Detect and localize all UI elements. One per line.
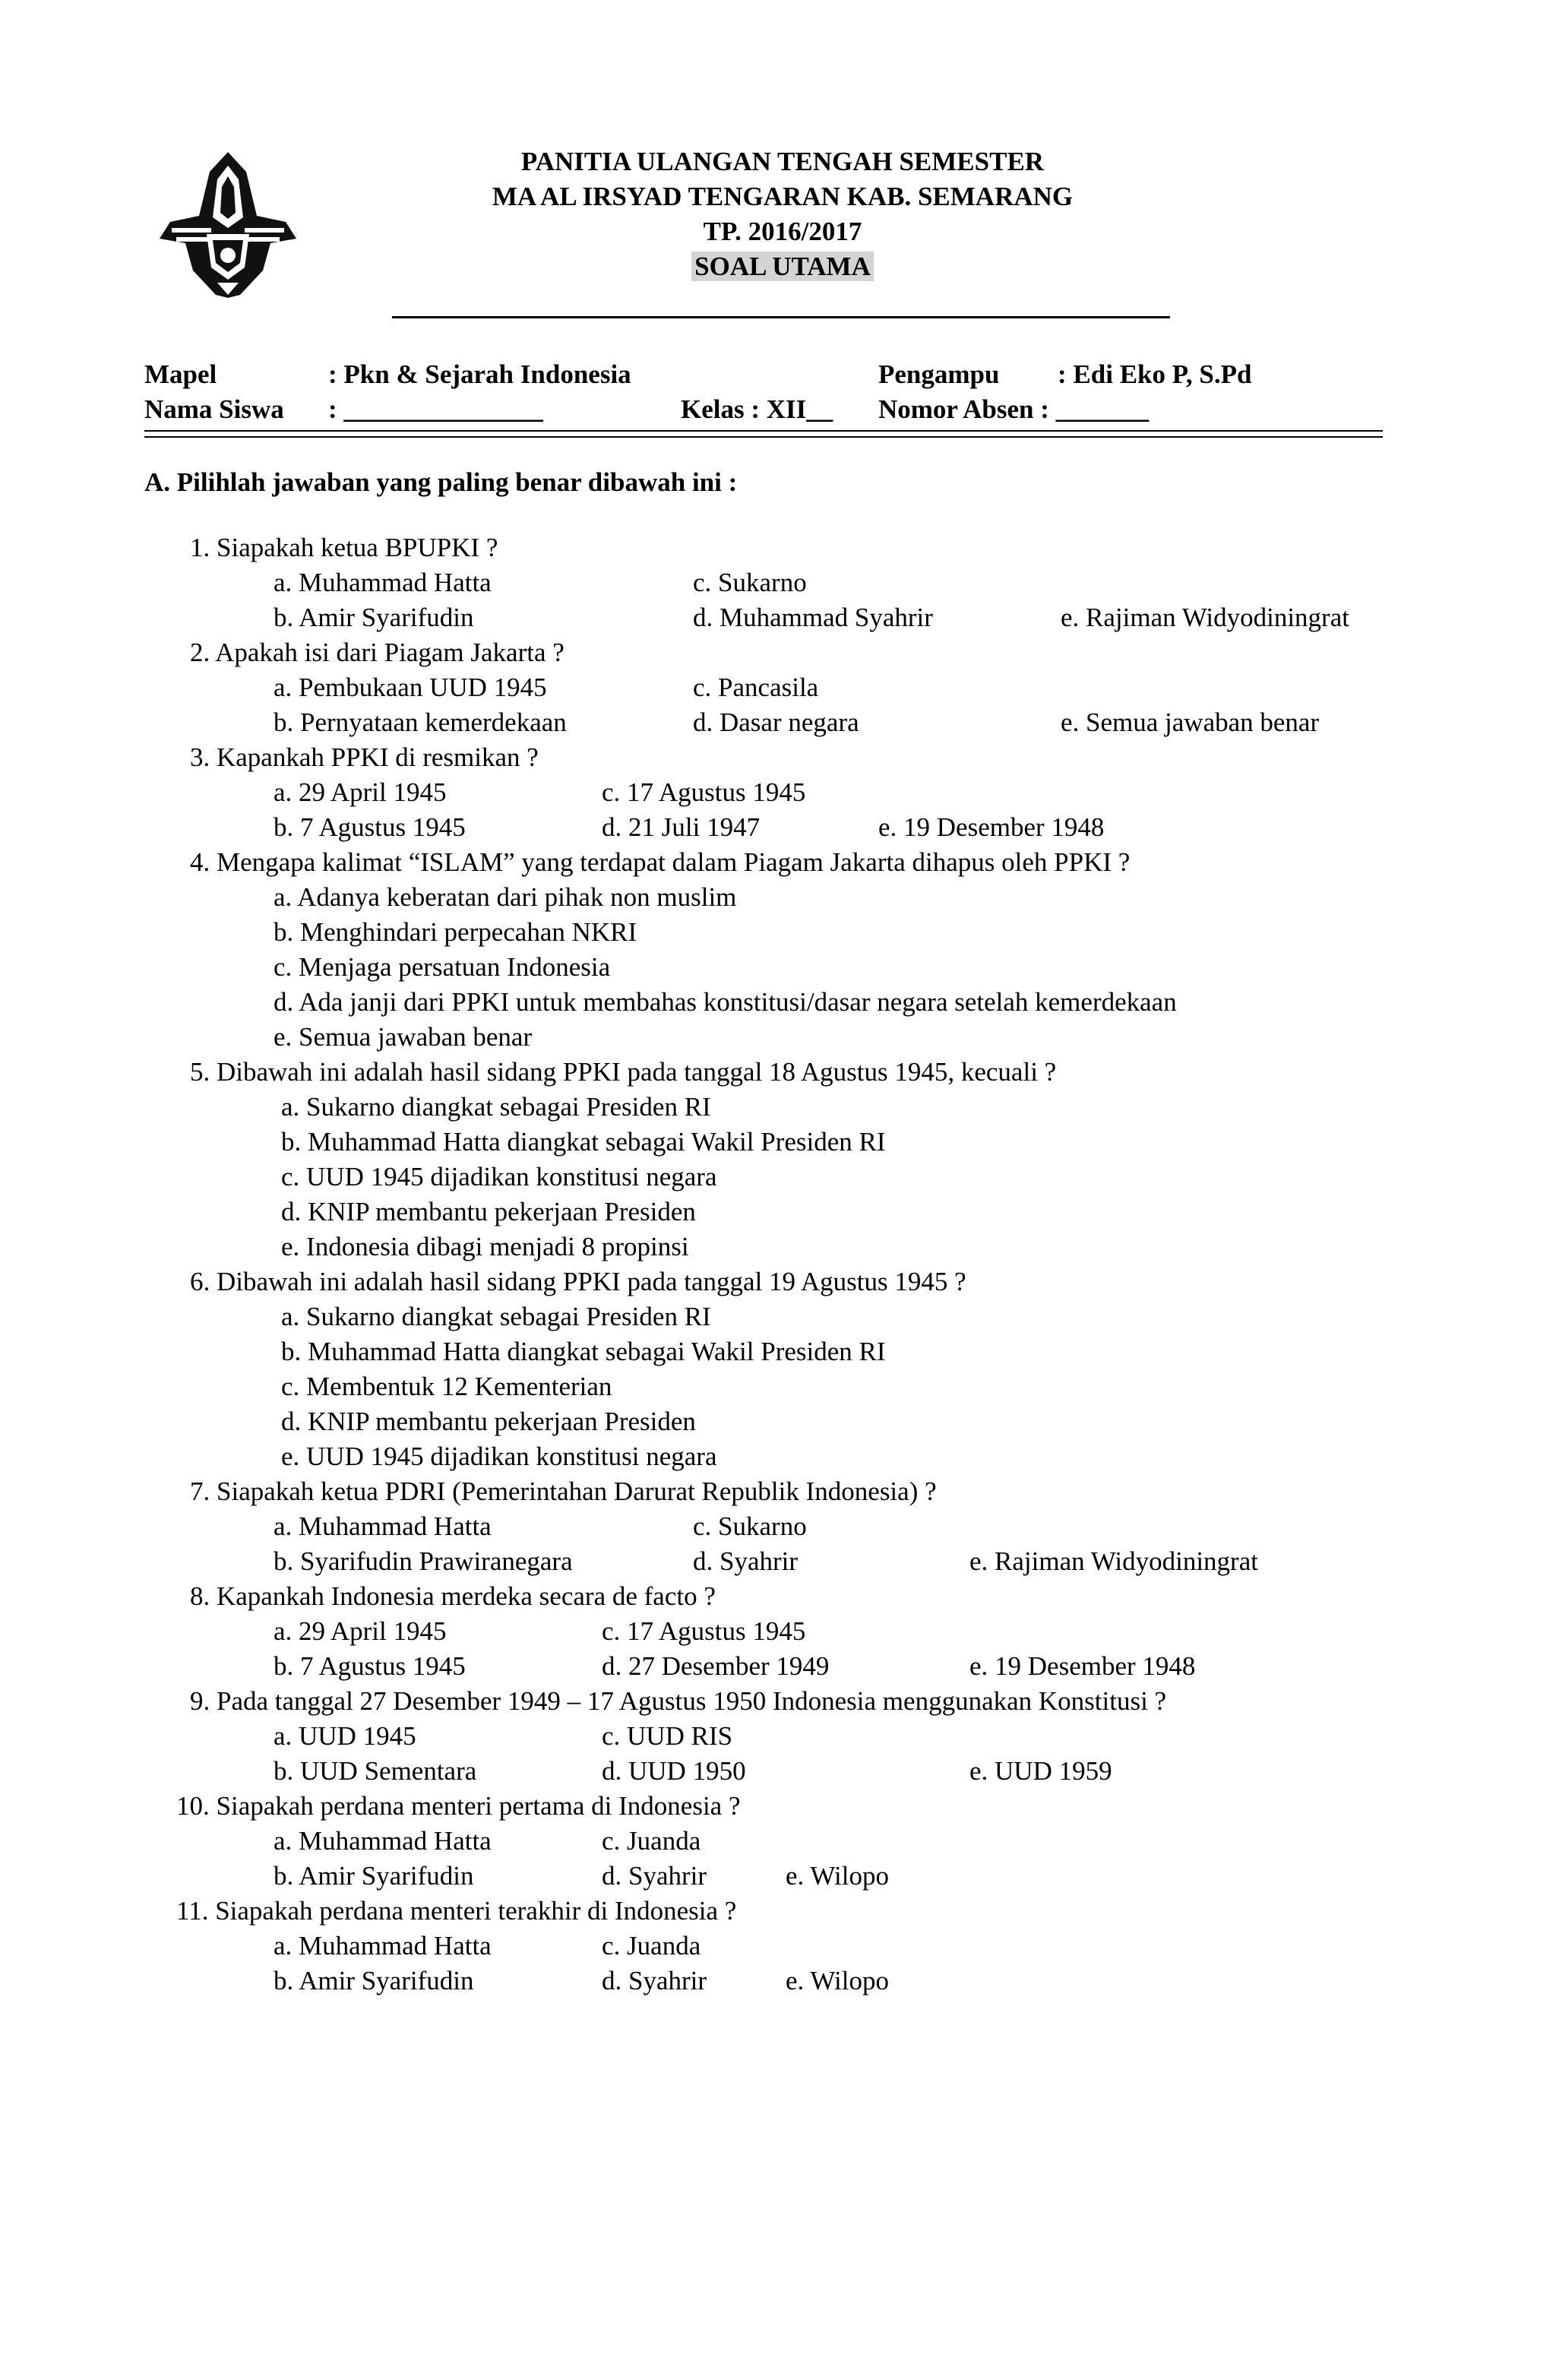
header-line-3: TP. 2016/2017 (703, 217, 862, 246)
soal-utama-badge: SOAL UTAMA (691, 252, 874, 281)
q5-option-e: e. Indonesia dibagi menjadi 8 propinsi (281, 1232, 689, 1261)
q11-option-c: c. Juanda (602, 1931, 701, 1961)
q6-option-a: a. Sukarno diangkat sebagai Presiden RI (281, 1302, 711, 1331)
q8-option-c: c. 17 Agustus 1945 (602, 1616, 806, 1646)
q2-option-a: a. Pembukaan UUD 1945 (274, 673, 547, 702)
q11-option-e: e. Wilopo (786, 1966, 889, 1995)
q1-option-c: c. Sukarno (693, 568, 807, 597)
header-line-1: PANITIA ULANGAN TENGAH SEMESTER (520, 147, 1045, 176)
pengampu-value: : Edi Eko P, S.Pd (1058, 359, 1252, 389)
q2-option-b: b. Pernyataan kemerdekaan (274, 707, 567, 737)
q6-option-e: e. UUD 1945 dijadikan konstitusi negara (281, 1442, 717, 1471)
question-11: 11. Siapakah perdana menteri terakhir di Indonesia ? (176, 1896, 737, 1926)
q5-option-d: d. KNIP membantu pekerjaan Presiden (281, 1197, 696, 1226)
q4-option-a: a. Adanya keberatan dari pihak non muslim (274, 882, 737, 912)
q9-option-c: c. UUD RIS (602, 1721, 733, 1751)
double-divider (144, 430, 1383, 438)
q10-option-e: e. Wilopo (786, 1861, 889, 1891)
school-logo-icon (157, 149, 299, 299)
q6-option-d: d. KNIP membantu pekerjaan Presiden (281, 1407, 696, 1436)
q4-option-e: e. Semua jawaban benar (274, 1022, 533, 1052)
nama-siswa-label: Nama Siswa (144, 394, 284, 424)
q7-option-c: c. Sukarno (693, 1511, 807, 1541)
q7-option-e: e. Rajiman Widyodiningrat (969, 1546, 1258, 1576)
q11-option-a: a. Muhammad Hatta (274, 1931, 492, 1961)
q8-option-e: e. 19 Desember 1948 (969, 1651, 1196, 1681)
question-5: 5. Dibawah ini adalah hasil sidang PPKI pada tanggal 18 Agustus 1945, kecuali ? (190, 1057, 1057, 1087)
question-1: 1. Siapakah ketua BPUPKI ? (190, 533, 498, 562)
header-line-2: MA AL IRSYAD TENGARAN KAB. SEMARANG (492, 182, 1074, 211)
q1-option-a: a. Muhammad Hatta (274, 568, 492, 597)
q3-option-e: e. 19 Desember 1948 (878, 812, 1105, 842)
q3-option-d: d. 21 Juli 1947 (602, 812, 761, 842)
q6-option-b: b. Muhammad Hatta diangkat sebagai Wakil Presiden RI (281, 1337, 886, 1366)
question-2: 2. Apakah isi dari Piagam Jakarta ? (190, 638, 565, 667)
q1-option-e: e. Rajiman Widyodiningrat (1061, 603, 1349, 632)
q10-option-b: b. Amir Syarifudin (274, 1861, 474, 1891)
question-10: 10. Siapakah perdana menteri pertama di Indonesia ? (176, 1791, 741, 1821)
question-6: 6. Dibawah ini adalah hasil sidang PPKI pada tanggal 19 Agustus 1945 ? (190, 1267, 966, 1296)
q3-option-c: c. 17 Agustus 1945 (602, 777, 806, 807)
q5-option-b: b. Muhammad Hatta diangkat sebagai Wakil Presiden RI (281, 1127, 886, 1157)
q2-option-c: c. Pancasila (693, 673, 819, 702)
q9-option-e: e. UUD 1959 (969, 1756, 1112, 1786)
question-7: 7. Siapakah ketua PDRI (Pemerintahan Darurat Republik Indonesia) ? (190, 1476, 937, 1506)
question-3: 3. Kapankah PPKI di resmikan ? (190, 742, 539, 772)
question-4: 4. Mengapa kalimat “ISLAM” yang terdapat dalam Piagam Jakarta dihapus oleh PPKI ? (190, 847, 1131, 877)
q8-option-b: b. 7 Agustus 1945 (274, 1651, 466, 1681)
mapel-value: : Pkn & Sejarah Indonesia (328, 359, 631, 389)
q6-option-c: c. Membentuk 12 Kementerian (281, 1372, 612, 1401)
q3-option-b: b. 7 Agustus 1945 (274, 812, 466, 842)
q3-option-a: a. 29 April 1945 (274, 777, 447, 807)
section-title: A. Pilihlah jawaban yang paling benar dibawah ini : (144, 467, 738, 497)
q10-option-c: c. Juanda (602, 1826, 701, 1856)
mapel-label: Mapel (144, 359, 217, 389)
q9-option-b: b. UUD Sementara (274, 1756, 477, 1786)
pengampu-label: Pengampu (878, 359, 1000, 389)
q11-option-d: d. Syahrir (602, 1966, 707, 1995)
q9-option-a: a. UUD 1945 (274, 1721, 416, 1751)
q10-option-a: a. Muhammad Hatta (274, 1826, 492, 1856)
header-line-4 (319, 249, 1246, 284)
q4-option-b: b. Menghindari perpecahan NKRI (274, 917, 637, 947)
question-8: 8. Kapankah Indonesia merdeka secara de facto ? (190, 1581, 716, 1611)
q11-option-b: b. Amir Syarifudin (274, 1966, 474, 1995)
q5-option-a: a. Sukarno diangkat sebagai Presiden RI (281, 1092, 711, 1122)
q4-option-c: c. Menjaga persatuan Indonesia (274, 952, 611, 982)
q7-option-b: b. Syarifudin Prawiranegara (274, 1546, 573, 1576)
nomor-absen-field: Nomor Absen : _______ (878, 394, 1150, 424)
q9-option-d: d. UUD 1950 (602, 1756, 746, 1786)
question-9: 9. Pada tanggal 27 Desember 1949 – 17 Agustus 1950 Indonesia menggunakan Konstitusi ? (190, 1686, 1167, 1716)
q2-option-d: d. Dasar negara (693, 707, 859, 737)
q4-option-d: d. Ada janji dari PPKI untuk membahas konstitusi/dasar negara setelah kemerdekaan (274, 987, 1177, 1017)
q2-option-e: e. Semua jawaban benar (1061, 707, 1320, 737)
q1-option-d: d. Muhammad Syahrir (693, 603, 933, 632)
q8-option-d: d. 27 Desember 1949 (602, 1651, 830, 1681)
q5-option-c: c. UUD 1945 dijadikan konstitusi negara (281, 1162, 717, 1192)
q7-option-a: a. Muhammad Hatta (274, 1511, 492, 1541)
nama-siswa-value: : _______________ (328, 394, 543, 424)
q7-option-d: d. Syahrir (693, 1546, 799, 1576)
header-divider (392, 316, 1170, 318)
q1-option-b: b. Amir Syarifudin (274, 603, 474, 632)
q8-option-a: a. 29 April 1945 (274, 1616, 447, 1646)
q10-option-d: d. Syahrir (602, 1861, 707, 1891)
kelas-field: Kelas : XII__ (681, 394, 833, 424)
